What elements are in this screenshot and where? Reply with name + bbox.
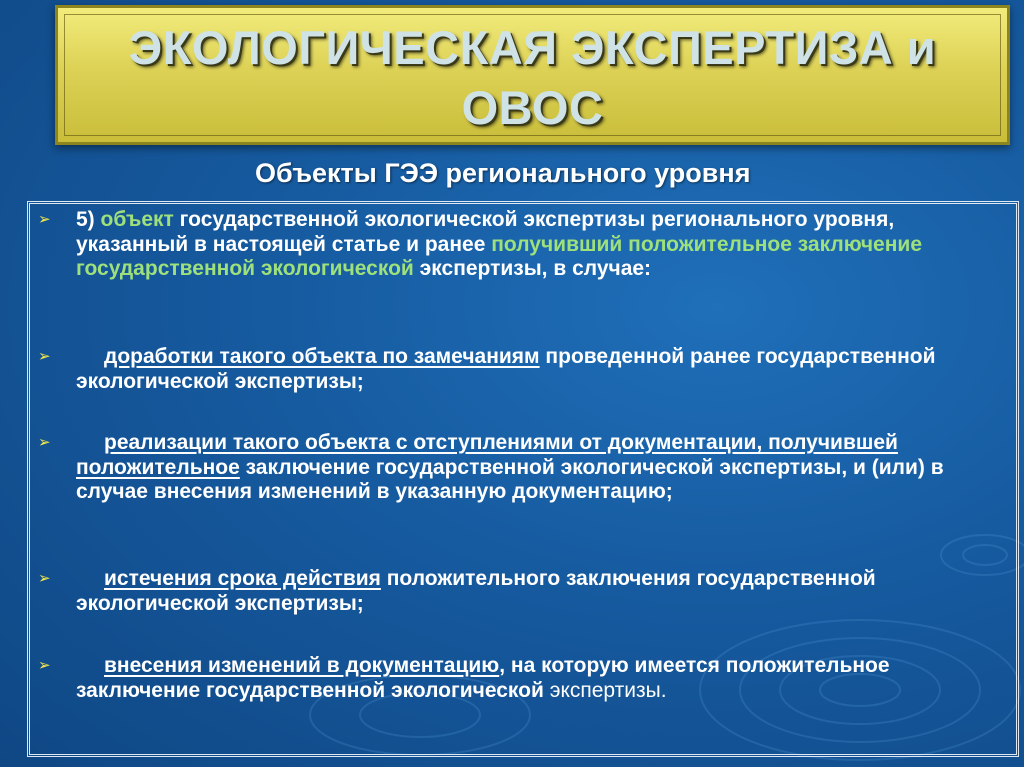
slide-subtitle: Объекты ГЭЭ регионального уровня bbox=[255, 158, 751, 188]
item-highlight: получивший положительное заключение государственной экологической bbox=[76, 232, 923, 280]
slide-title: ЭКОЛОГИЧЕСКАЯ ЭКСПЕРТИЗА и ОВОС bbox=[128, 21, 937, 134]
item-text: заключение государственной экологической экспертизы, и (или) в случае внесения изменений в указанную документацию; bbox=[76, 455, 944, 503]
item-text: положительного заключения государственной экологической экспертизы; bbox=[76, 567, 876, 615]
item-highlight: объект bbox=[100, 208, 174, 231]
bullet-arrow-icon: ➢ bbox=[38, 348, 51, 365]
item-underlined-text: истечения срока действия bbox=[104, 567, 381, 590]
bullet-arrow-icon: ➢ bbox=[38, 570, 51, 587]
list-item bbox=[36, 567, 986, 616]
item-underlined-text: внесения изменений в документацию bbox=[104, 654, 500, 677]
list-item bbox=[36, 654, 986, 703]
list-item bbox=[36, 345, 986, 394]
item-underlined-text: доработки такого объекта по замечаниям bbox=[104, 345, 540, 368]
list-item bbox=[36, 208, 986, 282]
item-text: экспертизы, в случае: bbox=[413, 257, 652, 280]
title-banner bbox=[55, 5, 1010, 145]
item-text: , на которую имеется положительное заключение государственной экологической bbox=[76, 654, 890, 702]
item-text: проведенной ранее государственной экологической экспертизы; bbox=[76, 345, 936, 393]
list-item bbox=[36, 431, 986, 505]
bullet-arrow-icon: ➢ bbox=[38, 657, 51, 674]
bullet-arrow-icon: ➢ bbox=[38, 211, 51, 228]
bullet-arrow-icon: ➢ bbox=[38, 434, 51, 451]
item-text: экспертизы. bbox=[543, 678, 667, 702]
item-text: государственной экологической экспертизы регионального уровня, указанный в настоящей статье и ранее bbox=[76, 208, 895, 256]
item-underlined-text: реализации такого объекта с отступлениями от документации, получившей положительное bbox=[76, 431, 898, 479]
item-number: 5) bbox=[76, 208, 95, 231]
